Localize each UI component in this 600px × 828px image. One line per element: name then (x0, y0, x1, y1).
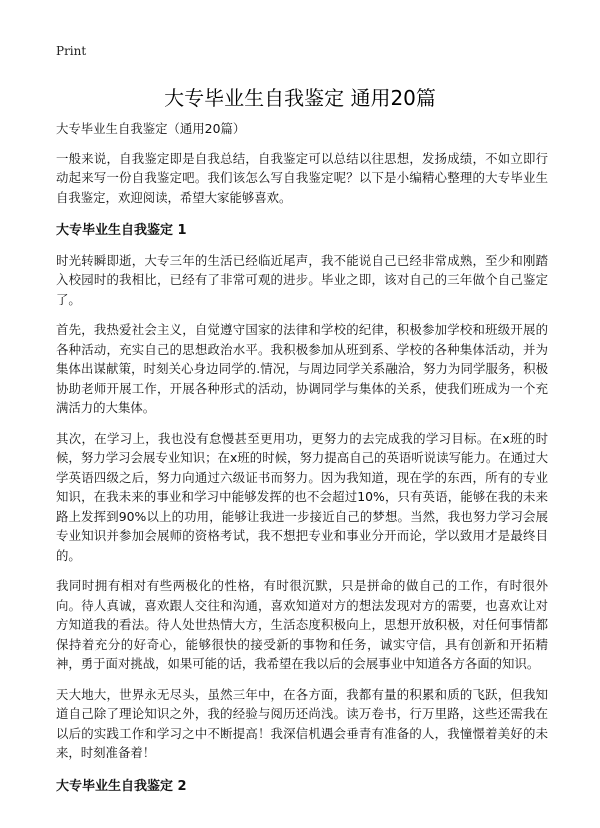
section-1-paragraph-1: 时光转瞬即逝，大专三年的生活已经临近尾声，我不能说自己已经非常成熟，至少和刚踏入校园时的我相比，已经有了非常可观的进步。毕业之即，该对自己的三年做个自己鉴定了。 (56, 252, 548, 307)
section-1-paragraph-3: 其次，在学习上，我也没有怠慢甚至更用功，更努力的去完成我的学习目标。在x班的时候，努力学习会展专业知识；在x班的时候，努力提高自己的英语听说读写能力。在通过大学英语四级之后，努力向通过六级证书而努力。因为我知道，现在学的东西，所有的专业知识，在我未来的事业和学习中能够发挥的也不会超过10%，只有英语，能够在我的未来路上发挥到90%以上的功用，能够让我进一步接近自己的梦想。当然，我也努力学习会展专业知识并参加会展师的资格考试，我不想把专业和事业分开而论，学以致用才是最终目的。 (56, 430, 548, 563)
section-1-paragraph-5: 天大地大，世界永无尽头，虽然三年中，在各方面，我都有量的积累和质的飞跃，但我知道自己除了理论知识之外，我的经验与阅历还尚浅。读万卷书，行万里路，这些还需我在以后的实践工作和学习之中不断提高！我深信机遇会垂青有准备的人，我憧憬着美好的未来，时刻准备着！ (56, 686, 548, 760)
intro-paragraph: 一般来说，自我鉴定即是自我总结，自我鉴定可以总结以往思想，发扬成绩，不如立即行动起来写一份自我鉴定吧。我们该怎么写自我鉴定呢？以下是小编精心整理的大专毕业生自我鉴定，欢迎阅读，希望大家能够喜欢。 (56, 150, 548, 205)
document-subtitle: 大专毕业生自我鉴定（通用20篇） (56, 121, 246, 136)
print-link[interactable]: Print (56, 44, 87, 58)
section-heading-1: 大专毕业生自我鉴定 1 (56, 223, 187, 238)
section-1-paragraph-4: 我同时拥有相对有些两极化的性格，有时很沉默，只是拼命的做自己的工作，有时很外向。待人真诚，喜欢跟人交往和沟通，喜欢知道对方的想法发现对方的需要，也喜欢让对方知道我的看法。待人处世热情大方，生活态度积极向上，思想开放积极，对任何事情都保持着充分的好奇心，能够很快的接受新的事物和任务，诚实守信，具有创新和开拓精神，勇于面对挑战，如果可能的话，我希望在我以后的会展事业中知道各方各面的知识。 (56, 578, 548, 671)
page-title: 大专毕业生自我鉴定 通用20篇 (164, 86, 436, 110)
section-heading-2: 大专毕业生自我鉴定 2 (56, 778, 187, 794)
document-body (56, 119, 548, 806)
section-1-paragraph-2: 首先，我热爱社会主义，自觉遵守国家的法律和学校的纪律，积极参加学校和班级开展的各种活动，充实自己的思想政治水平。我积极参加从班到系、学校的各种集体活动，并为集体出谋献策，时刻关心身边同学的.情况，与周边同学关系融洽，努力为同学服务，积极协助老师开展工作，开展各种形式的活动，协调同学与集体的关系，使我们班成为一个充满活力的大集体。 (56, 322, 548, 415)
